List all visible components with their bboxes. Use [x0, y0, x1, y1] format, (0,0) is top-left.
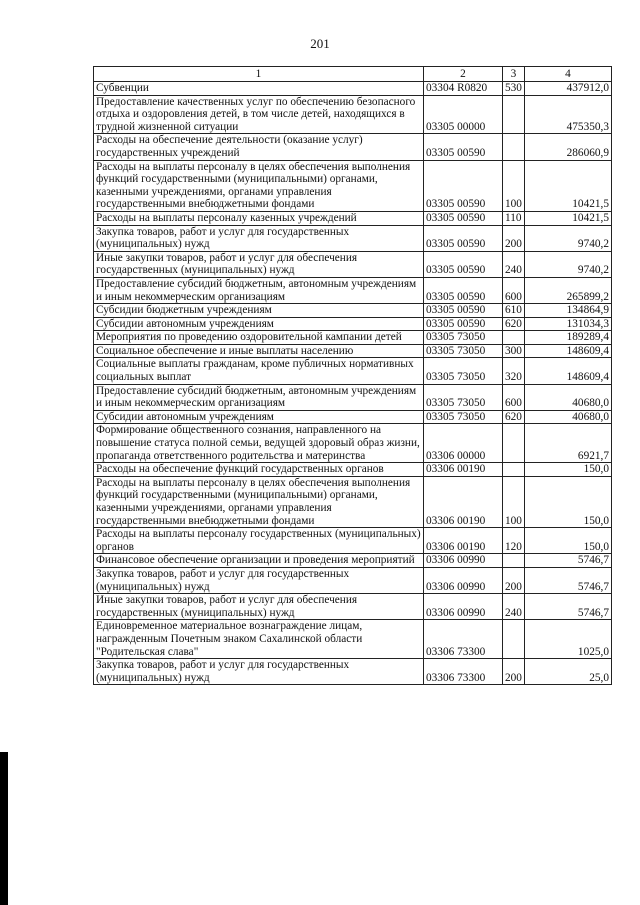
- row-name: Закупка товаров, работ и услуг для государственных (муниципальных) нужд: [94, 225, 424, 251]
- row-name: Расходы на выплаты персоналу в целях обеспечения выполнения функций государственными (муниципальными) органами, казенными учреждениями, органами управления государственными внебюджетными фондами: [94, 476, 424, 527]
- row-name: Мероприятия по проведению оздоровительной кампании детей: [94, 331, 424, 345]
- row-sum: 150,0: [525, 463, 612, 477]
- row-name: Расходы на выплаты персоналу государственных (муниципальных) органов: [94, 528, 424, 554]
- row-code: 03305 00000: [424, 95, 503, 134]
- row-code: 03305 73050: [424, 410, 503, 424]
- row-type: 320: [503, 358, 525, 384]
- row-type: 620: [503, 317, 525, 331]
- row-type: [503, 554, 525, 568]
- row-code: 03305 73050: [424, 384, 503, 410]
- row-code: 03306 00000: [424, 424, 503, 463]
- row-type: [503, 620, 525, 659]
- row-sum: 40680,0: [525, 410, 612, 424]
- row-name: Субсидии автономным учреждениям: [94, 410, 424, 424]
- budget-table: [93, 66, 612, 685]
- row-code: 03305 00590: [424, 277, 503, 303]
- row-type: 620: [503, 410, 525, 424]
- table-row: [94, 594, 612, 620]
- row-type: 200: [503, 567, 525, 593]
- row-code: 03305 73050: [424, 358, 503, 384]
- table-row: [94, 331, 612, 345]
- row-name: Иные закупки товаров, работ и услуг для обеспечения государственных (муниципальных) нужд: [94, 594, 424, 620]
- scan-edge-mark: [0, 752, 8, 905]
- table-header-row: [94, 67, 612, 82]
- row-name: Расходы на обеспечение функций государственных органов: [94, 463, 424, 477]
- row-type: [503, 134, 525, 160]
- row-code: 03305 00590: [424, 211, 503, 225]
- row-code: 03305 73050: [424, 331, 503, 345]
- row-sum: 475350,3: [525, 95, 612, 134]
- row-code: 03305 00590: [424, 160, 503, 211]
- row-name: Предоставление субсидий бюджетным, автономным учреждениям и иным некоммерческим организациям: [94, 277, 424, 303]
- table-row: [94, 410, 612, 424]
- row-name: Субвенции: [94, 82, 424, 96]
- row-type: 200: [503, 659, 525, 685]
- table-row: [94, 95, 612, 134]
- row-type: 600: [503, 277, 525, 303]
- table-row: [94, 424, 612, 463]
- row-type: 100: [503, 160, 525, 211]
- table-row: [94, 160, 612, 211]
- row-name: Иные закупки товаров, работ и услуг для обеспечения государственных (муниципальных) нужд: [94, 251, 424, 277]
- row-type: 240: [503, 594, 525, 620]
- row-type: 110: [503, 211, 525, 225]
- row-code: 03305 00590: [424, 251, 503, 277]
- row-name: Расходы на выплаты персоналу в целях обеспечения выполнения функций государственными (муниципальными) органами, казенными учреждениями, органами управления государственными внебюджетными фондами: [94, 160, 424, 211]
- table-row: [94, 659, 612, 685]
- row-sum: 5746,7: [525, 567, 612, 593]
- table-row: [94, 567, 612, 593]
- row-name: Финансовое обеспечение организации и проведения мероприятий: [94, 554, 424, 568]
- row-type: 610: [503, 304, 525, 318]
- table-row: [94, 476, 612, 527]
- table-row: [94, 620, 612, 659]
- row-sum: 150,0: [525, 528, 612, 554]
- row-name: Предоставление субсидий бюджетным, автономным учреждениям и иным некоммерческим организациям: [94, 384, 424, 410]
- row-type: 120: [503, 528, 525, 554]
- table-row: [94, 304, 612, 318]
- table-row: [94, 463, 612, 477]
- row-name: Субсидии бюджетным учреждениям: [94, 304, 424, 318]
- header-col-4: 4: [525, 67, 612, 82]
- table-row: [94, 528, 612, 554]
- row-code: 03306 00190: [424, 463, 503, 477]
- row-code: 03305 00590: [424, 304, 503, 318]
- row-name: Единовременное материальное вознаграждение лицам, награжденным Почетным знаком Сахалинской области "Родительская слава": [94, 620, 424, 659]
- table-row: [94, 358, 612, 384]
- row-name: Расходы на выплаты персоналу казенных учреждений: [94, 211, 424, 225]
- row-type: [503, 331, 525, 345]
- row-type: 600: [503, 384, 525, 410]
- row-code: 03305 00590: [424, 225, 503, 251]
- row-name: Субсидии автономным учреждениям: [94, 317, 424, 331]
- row-type: 530: [503, 82, 525, 96]
- table-row: [94, 277, 612, 303]
- row-type: [503, 463, 525, 477]
- row-sum: 9740,2: [525, 251, 612, 277]
- row-sum: 9740,2: [525, 225, 612, 251]
- row-sum: 1025,0: [525, 620, 612, 659]
- row-sum: 40680,0: [525, 384, 612, 410]
- row-sum: 25,0: [525, 659, 612, 685]
- header-col-2: 2: [424, 67, 503, 82]
- row-type: 100: [503, 476, 525, 527]
- row-type: [503, 95, 525, 134]
- row-sum: 148609,4: [525, 358, 612, 384]
- row-code: 03306 00990: [424, 567, 503, 593]
- header-col-3: 3: [503, 67, 525, 82]
- row-type: [503, 424, 525, 463]
- row-code: 03306 73300: [424, 620, 503, 659]
- row-sum: 10421,5: [525, 211, 612, 225]
- header-col-1: 1: [94, 67, 424, 82]
- row-sum: 134864,9: [525, 304, 612, 318]
- row-type: 240: [503, 251, 525, 277]
- row-type: 300: [503, 344, 525, 358]
- row-code: 03305 00590: [424, 317, 503, 331]
- row-code: 03306 00990: [424, 554, 503, 568]
- row-name: Формирование общественного сознания, направленного на повышение статуса полной семьи, ведущей здоровый образ жизни, пропаганда ответственного родительства и материнства: [94, 424, 424, 463]
- row-sum: 10421,5: [525, 160, 612, 211]
- row-code: 03306 00990: [424, 594, 503, 620]
- row-code: 03306 73300: [424, 659, 503, 685]
- row-name: Расходы на обеспечение деятельности (оказание услуг) государственных учреждений: [94, 134, 424, 160]
- table-row: [94, 317, 612, 331]
- row-name: Закупка товаров, работ и услуг для государственных (муниципальных) нужд: [94, 567, 424, 593]
- row-sum: 131034,3: [525, 317, 612, 331]
- row-code: 03304 R0820: [424, 82, 503, 96]
- table-row: [94, 211, 612, 225]
- row-sum: 189289,4: [525, 331, 612, 345]
- table-row: [94, 134, 612, 160]
- row-sum: 286060,9: [525, 134, 612, 160]
- table-row: [94, 344, 612, 358]
- row-code: 03306 00190: [424, 528, 503, 554]
- page-number: 201: [310, 36, 330, 51]
- row-sum: 148609,4: [525, 344, 612, 358]
- row-sum: 437912,0: [525, 82, 612, 96]
- row-name: Социальные выплаты гражданам, кроме публичных нормативных социальных выплат: [94, 358, 424, 384]
- row-sum: 265899,2: [525, 277, 612, 303]
- row-type: 200: [503, 225, 525, 251]
- table-body: [94, 82, 612, 685]
- table-row: [94, 225, 612, 251]
- row-sum: 6921,7: [525, 424, 612, 463]
- row-sum: 5746,7: [525, 554, 612, 568]
- row-sum: 5746,7: [525, 594, 612, 620]
- table-row: [94, 82, 612, 96]
- row-name: Закупка товаров, работ и услуг для государственных (муниципальных) нужд: [94, 659, 424, 685]
- table-row: [94, 554, 612, 568]
- table-row: [94, 251, 612, 277]
- row-code: 03306 00190: [424, 476, 503, 527]
- row-code: 03305 00590: [424, 134, 503, 160]
- table-row: [94, 384, 612, 410]
- row-code: 03305 73050: [424, 344, 503, 358]
- row-sum: 150,0: [525, 476, 612, 527]
- row-name: Социальное обеспечение и иные выплаты населению: [94, 344, 424, 358]
- row-name: Предоставление качественных услуг по обеспечению безопасного отдыха и оздоровления детей, в том числе детей, находящихся в трудной жизненной ситуации: [94, 95, 424, 134]
